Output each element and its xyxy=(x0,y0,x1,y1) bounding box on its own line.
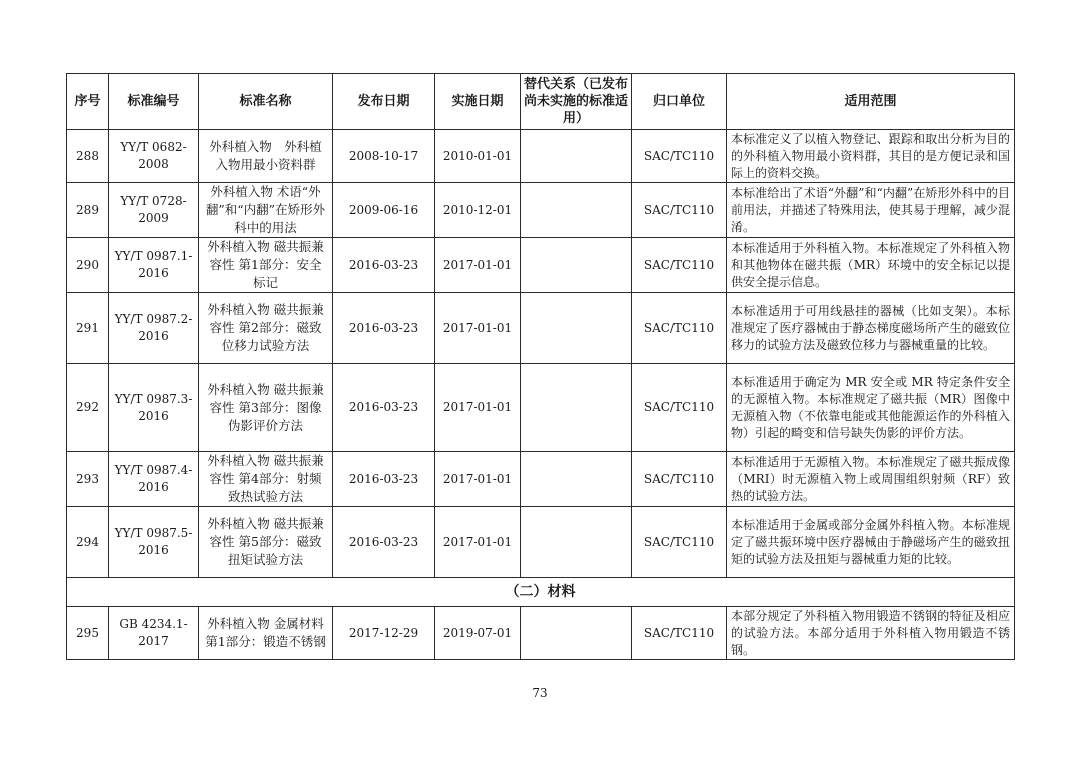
cell-impl-date: 2010-12-01 xyxy=(435,183,521,238)
cell-code: YY/T 0987.3-2016 xyxy=(109,364,199,452)
cell-pub-date: 2009-06-16 xyxy=(333,183,435,238)
cell-scope: 本标准适用于金属或部分金属外科植入物。本标准规定了磁共振环境中医疗器械由于静磁场产生的磁致扭矩的试验方法及扭矩与器械重力矩的比较。 xyxy=(727,507,1015,578)
cell-replacement xyxy=(521,507,632,578)
header-replacement: 替代关系（已发布尚未实施的标准适用） xyxy=(521,74,632,130)
header-unit: 归口单位 xyxy=(632,74,727,130)
header-row xyxy=(67,74,1015,130)
cell-pub-date: 2016-03-23 xyxy=(333,364,435,452)
table-row xyxy=(67,452,1015,507)
cell-code: YY/T 0987.5-2016 xyxy=(109,507,199,578)
cell-replacement xyxy=(521,293,632,364)
cell-code: YY/T 0987.1-2016 xyxy=(109,238,199,293)
cell-scope: 本部分规定了外科植入物用锻造不锈钢的特征及相应的试验方法。本部分适用于外科植入物用锻造不锈钢。 xyxy=(727,607,1015,660)
cell-unit: SAC/TC110 xyxy=(632,507,727,578)
cell-name: 外科植入物 磁共振兼容性 第4部分：射频致热试验方法 xyxy=(199,452,333,507)
cell-unit: SAC/TC110 xyxy=(632,293,727,364)
cell-impl-date: 2019-07-01 xyxy=(435,607,521,660)
cell-replacement xyxy=(521,364,632,452)
cell-pub-date: 2016-03-23 xyxy=(333,452,435,507)
cell-impl-date: 2017-01-01 xyxy=(435,293,521,364)
cell-replacement xyxy=(521,130,632,183)
cell-pub-date: 2016-03-23 xyxy=(333,293,435,364)
cell-replacement xyxy=(521,238,632,293)
header-scope: 适用范围 xyxy=(727,74,1015,130)
cell-code: YY/T 0682-2008 xyxy=(109,130,199,183)
cell-name: 外科植入物 金属材料 第1部分：锻造不锈钢 xyxy=(199,607,333,660)
page-number: 73 xyxy=(532,686,548,700)
standards-table xyxy=(66,73,1015,660)
cell-unit: SAC/TC110 xyxy=(632,452,727,507)
cell-unit: SAC/TC110 xyxy=(632,364,727,452)
cell-impl-date: 2017-01-01 xyxy=(435,238,521,293)
section-row xyxy=(67,578,1015,607)
table-row xyxy=(67,507,1015,578)
cell-scope: 本标准适用于无源植入物。本标准规定了磁共振成像（MRI）时无源植入物上或周围组织射频（RF）致热的试验方法。 xyxy=(727,452,1015,507)
cell-scope: 本标准适用于外科植入物。本标准规定了外科植入物和其他物体在磁共振（MR）环境中的安全标记以提供安全提示信息。 xyxy=(727,238,1015,293)
cell-replacement xyxy=(521,607,632,660)
table-row xyxy=(67,183,1015,238)
cell-name: 外科植入物 磁共振兼容性 第3部分：图像伪影评价方法 xyxy=(199,364,333,452)
cell-scope: 本标准定义了以植入物登记、跟踪和取出分析为目的的外科植入物用最小资料群，其目的是方便记录和国际上的资料交换。 xyxy=(727,130,1015,183)
cell-name: 外科植入物 磁共振兼容性 第2部分：磁致位移力试验方法 xyxy=(199,293,333,364)
cell-unit: SAC/TC110 xyxy=(632,238,727,293)
cell-impl-date: 2010-01-01 xyxy=(435,130,521,183)
cell-name: 外科植入物 外科植入物用最小资料群 xyxy=(199,130,333,183)
cell-no: 289 xyxy=(67,183,109,238)
cell-no: 292 xyxy=(67,364,109,452)
cell-code: YY/T 0987.2-2016 xyxy=(109,293,199,364)
cell-no: 290 xyxy=(67,238,109,293)
cell-replacement xyxy=(521,183,632,238)
table-row xyxy=(67,293,1015,364)
cell-scope: 本标准适用于可用线悬挂的器械（比如支架）。本标准规定了医疗器械由于静态梯度磁场所产生的磁致位移力的试验方法及磁致位移力与器械重量的比较。 xyxy=(727,293,1015,364)
header-code: 标准编号 xyxy=(109,74,199,130)
cell-replacement xyxy=(521,452,632,507)
cell-pub-date: 2016-03-23 xyxy=(333,507,435,578)
header-pub-date: 发布日期 xyxy=(333,74,435,130)
cell-impl-date: 2017-01-01 xyxy=(435,364,521,452)
cell-pub-date: 2016-03-23 xyxy=(333,238,435,293)
cell-no: 288 xyxy=(67,130,109,183)
header-impl-date: 实施日期 xyxy=(435,74,521,130)
cell-unit: SAC/TC110 xyxy=(632,607,727,660)
cell-name: 外科植入物 磁共振兼容性 第1部分：安全标记 xyxy=(199,238,333,293)
cell-name: 外科植入物 术语“外翻”和“内翻”在矫形外科中的用法 xyxy=(199,183,333,238)
table-row xyxy=(67,607,1015,660)
header-no: 序号 xyxy=(67,74,109,130)
cell-no: 294 xyxy=(67,507,109,578)
cell-scope: 本标准适用于确定为 MR 安全或 MR 特定条件安全的无源植入物。本标准规定了磁共振（MR）图像中无源植入物（不依靠电能或其他能源运作的外科植入物）引起的畸变和信号缺失伪影的评价方法。 xyxy=(727,364,1015,452)
table-row xyxy=(67,238,1015,293)
cell-no: 295 xyxy=(67,607,109,660)
cell-name: 外科植入物 磁共振兼容性 第5部分：磁致扭矩试验方法 xyxy=(199,507,333,578)
cell-no: 291 xyxy=(67,293,109,364)
cell-unit: SAC/TC110 xyxy=(632,130,727,183)
cell-unit: SAC/TC110 xyxy=(632,183,727,238)
header-name: 标准名称 xyxy=(199,74,333,130)
cell-code: YY/T 0728-2009 xyxy=(109,183,199,238)
cell-impl-date: 2017-01-01 xyxy=(435,452,521,507)
section-title: （二）材料 xyxy=(67,578,1015,607)
cell-no: 293 xyxy=(67,452,109,507)
table-row xyxy=(67,130,1015,183)
cell-pub-date: 2017-12-29 xyxy=(333,607,435,660)
cell-code: GB 4234.1-2017 xyxy=(109,607,199,660)
cell-impl-date: 2017-01-01 xyxy=(435,507,521,578)
cell-scope: 本标准给出了术语“外翻”和“内翻”在矫形外科中的目前用法，并描述了特殊用法，使其易于理解，减少混淆。 xyxy=(727,183,1015,238)
cell-pub-date: 2008-10-17 xyxy=(333,130,435,183)
table-row xyxy=(67,364,1015,452)
cell-code: YY/T 0987.4-2016 xyxy=(109,452,199,507)
